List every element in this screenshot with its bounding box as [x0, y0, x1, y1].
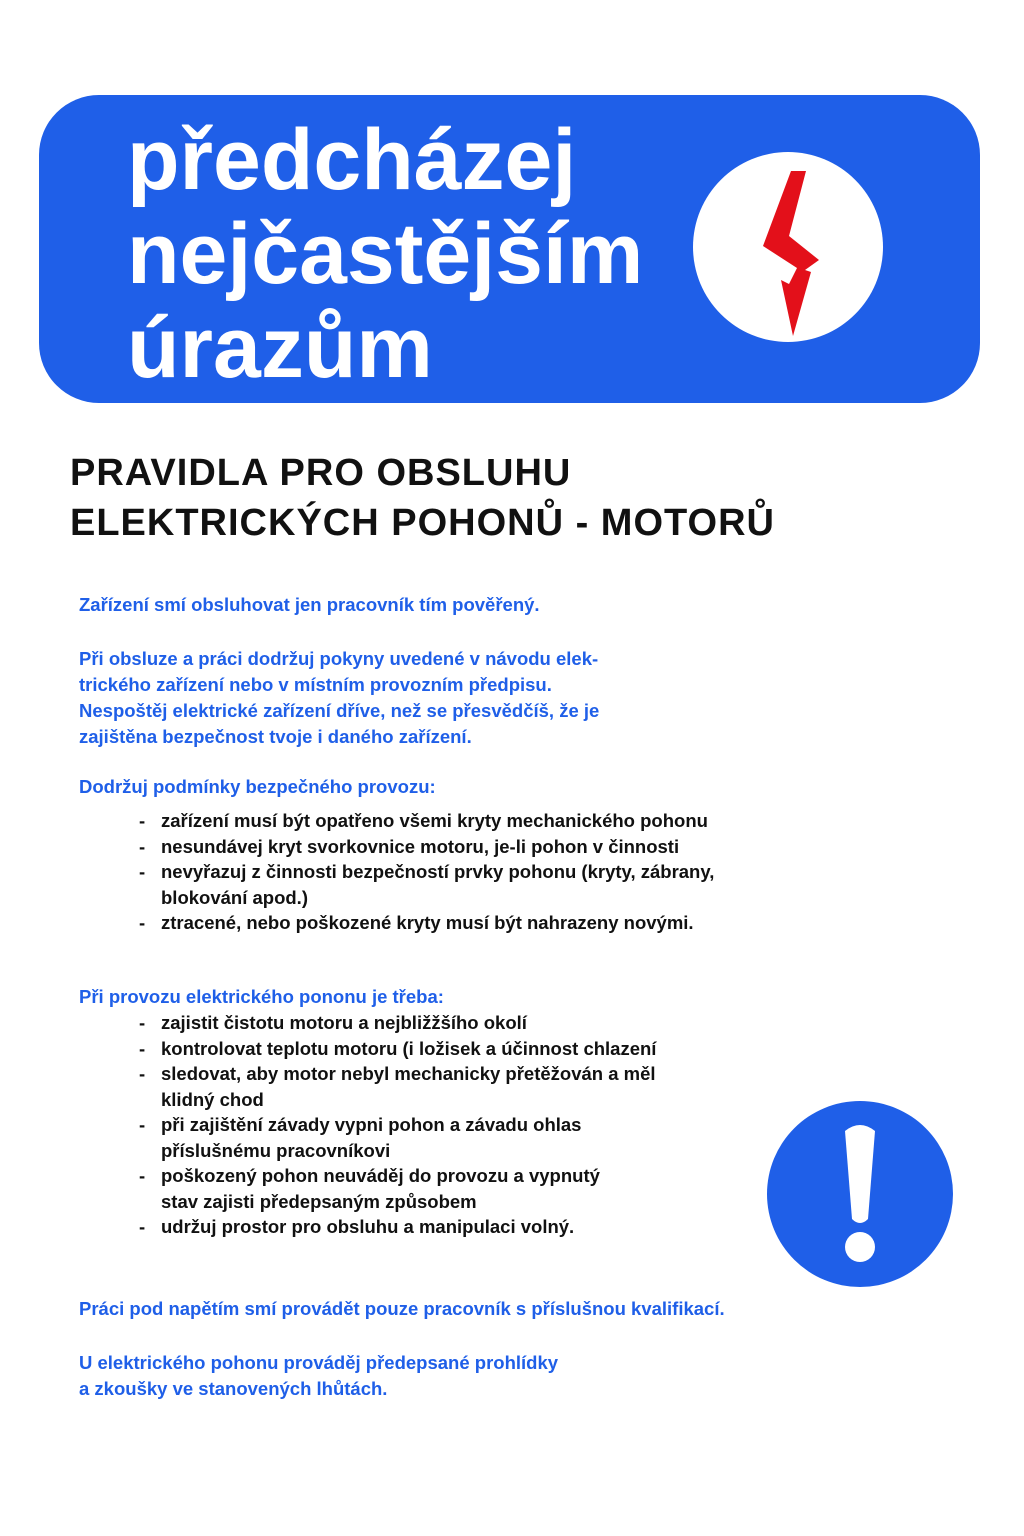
- section2-title: [79, 984, 444, 1010]
- heading-line: ELEKTRICKÝCH POHONŮ - MOTORŮ: [70, 502, 775, 544]
- list-item: - zajistit čistotu motoru a nejbližžšího okolí: [139, 1010, 656, 1036]
- banner-title: [127, 113, 643, 395]
- section1-title: [79, 774, 436, 800]
- footer-line: U elektrického pohonu prováděj předepsané prohlídky: [79, 1352, 559, 1373]
- list-item: - poškozený pohon neuváděj do provozu a vypnutý stav zajisti předepsaným způsobem: [139, 1163, 656, 1214]
- list-item: - udržuj prostor pro obsluhu a manipulaci volný.: [139, 1214, 656, 1240]
- intro-line: zajištěna bezpečnost tvoje i daného zařízení.: [79, 726, 472, 747]
- banner-title-line: nejčastějším: [127, 206, 644, 302]
- intro-paragraph: [79, 646, 599, 750]
- list-item: - nevyřazuj z činnosti bezpečností prvky pohonu (kryty, zábrany, blokování apod.): [139, 859, 714, 910]
- electric-hazard-sign: [693, 152, 883, 342]
- section-title: Dodržuj podmínky bezpečného provozu:: [79, 776, 436, 797]
- section-title: Při provozu elektrického pononu je třeba:: [79, 986, 444, 1007]
- intro-line: trického zařízení nebo v místním provozním předpisu.: [79, 674, 552, 695]
- intro-line: Při obsluze a práci dodržuj pokyny uvedené v návodu elek-: [79, 648, 599, 669]
- list-item: - nesundávej kryt svorkovnice motoru, je-li pohon v činnosti: [139, 834, 714, 860]
- mandatory-attention-sign: [767, 1101, 953, 1287]
- footer-line: a zkoušky ve stanovených lhůtách.: [79, 1378, 388, 1399]
- header-banner: [39, 95, 980, 403]
- list-item: - sledovat, aby motor nebyl mechanicky přetěžován a měl klidný chod: [139, 1061, 656, 1112]
- page-heading: [70, 448, 775, 548]
- heading-line: PRAVIDLA PRO OBSLUHU: [70, 452, 572, 494]
- list-item: - kontrolovat teplotu motoru (i ložisek a účinnost chlazení: [139, 1036, 656, 1062]
- list-item: - zařízení musí být opatřeno všemi kryty mechanického pohonu: [139, 808, 714, 834]
- banner-title-line: úrazům: [127, 300, 433, 396]
- section2-list: [139, 1010, 656, 1240]
- list-item: - při zajištění závady vypni pohon a závadu ohlas příslušnému pracovníkovi: [139, 1112, 656, 1163]
- section1-list: [139, 808, 714, 936]
- exclamation-mark-icon: [767, 1101, 953, 1287]
- banner-title-line: předcházej: [127, 112, 577, 208]
- lightning-bolt-icon: [693, 152, 883, 342]
- list-item: - ztracené, nebo poškozené kryty musí být nahrazeny novými.: [139, 910, 714, 936]
- footer-line: Práci pod napětím smí provádět pouze pracovník s příslušnou kvalifikací.: [79, 1298, 725, 1319]
- footer-statement: [79, 1296, 725, 1322]
- intro-line: Nespoštěj elektrické zařízení dříve, než se přesvědčíš, že je: [79, 700, 600, 721]
- intro-line: Zařízení smí obsluhovat jen pracovník tím pověřený.: [79, 594, 540, 615]
- footer-paragraph: [79, 1350, 558, 1402]
- intro-statement: [79, 592, 540, 618]
